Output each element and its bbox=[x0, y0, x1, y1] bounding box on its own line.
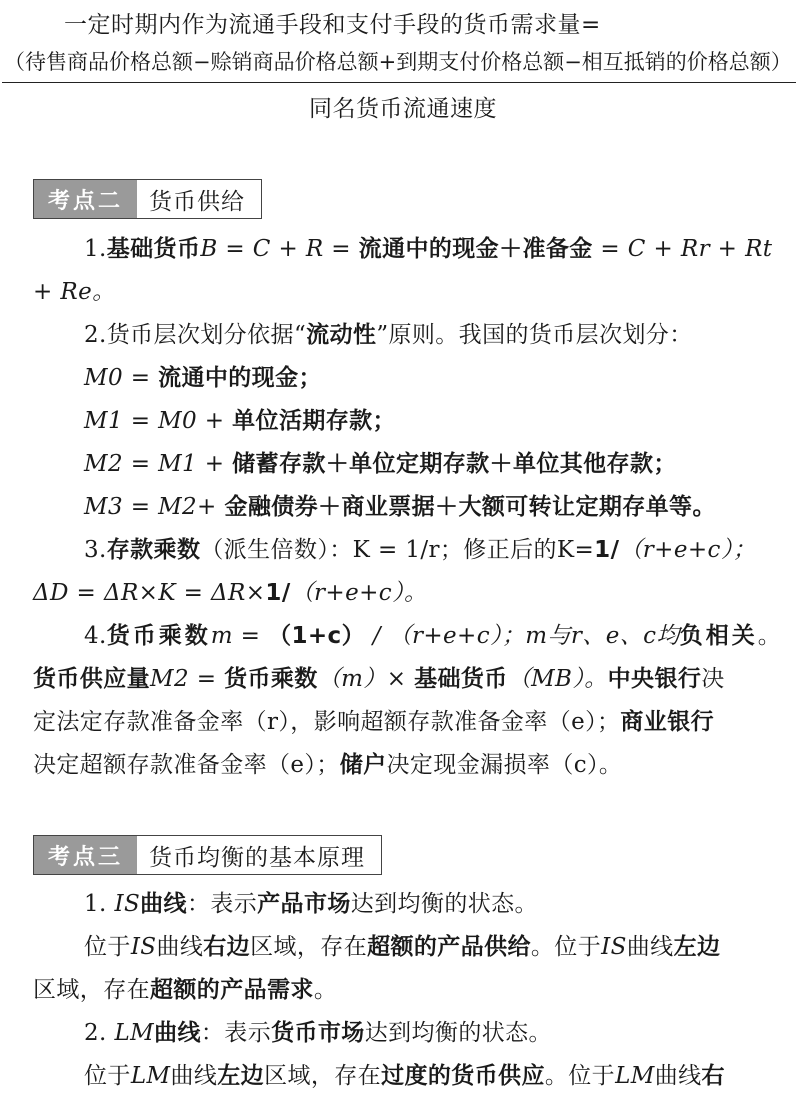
paragraph-deposit-multiplier-cont: ΔD = ΔR×K = ΔR×1/（r+e+c）。 bbox=[33, 580, 428, 606]
paragraph-money-levels: 2.货币层次划分依据“流动性”原则。我国的货币层次划分： bbox=[84, 322, 693, 348]
line-m1: M1 = M0 + 单位活期存款； bbox=[84, 408, 396, 434]
paragraph-is-curve: 1. IS曲线：表示产品市场达到均衡的状态。 bbox=[84, 891, 538, 917]
paragraph-lm-curve: 2. LM曲线：表示货币市场达到均衡的状态。 bbox=[84, 1020, 552, 1046]
line-m2: M2 = M1 + 储蓄存款＋单位定期存款＋单位其他存款； bbox=[84, 451, 677, 477]
formula-denominator: 同名货币流通速度 bbox=[309, 96, 497, 122]
section-title: 货币供给 bbox=[137, 180, 261, 218]
paragraph-base-money-cont: + Re。 bbox=[33, 279, 116, 305]
section-tag: 考点三 bbox=[34, 836, 137, 874]
line-m0: M0 = 流通中的现金； bbox=[84, 365, 322, 391]
paragraph-commercial-bank: 决定超额存款准备金率（e）；储户决定现金漏损率（c）。 bbox=[33, 752, 623, 778]
formula-numerator: （待售商品价格总额−赊销商品价格总额+到期支付价格总额−相互抵销的价格总额） bbox=[4, 50, 792, 74]
fraction-bar bbox=[2, 82, 796, 83]
section-title: 货币均衡的基本原理 bbox=[137, 836, 381, 874]
paragraph-is-regions: 位于IS曲线右边区域，存在超额的产品供给。位于IS曲线左边 bbox=[84, 934, 721, 960]
paragraph-is-regions-cont: 区域，存在超额的产品需求。 bbox=[33, 977, 338, 1003]
paragraph-money-multiplier: 4.货币乘数m = （1+c） / （r+e+c）；m与r、e、c均负相关。 bbox=[84, 623, 782, 649]
paragraph-base-money: 1.基础货币B = C + R = 流通中的现金＋准备金 = C + Rr + Rt bbox=[84, 236, 773, 262]
paragraph-money-supply-m2: 货币供应量M2 = 货币乘数（m）× 基础货币（MB）。中央银行决 bbox=[33, 666, 725, 692]
section-tag: 考点二 bbox=[34, 180, 137, 218]
paragraph-deposit-multiplier: 3.存款乘数（派生倍数）：K = 1/r；修正后的K=1/（r+e+c）； bbox=[84, 537, 757, 563]
paragraph-central-bank: 定法定存款准备金率（r），影响超额存款准备金率（e）；商业银行 bbox=[33, 709, 715, 735]
paragraph-lm-regions: 位于LM曲线左边区域，存在过度的货币供应。位于LM曲线右 bbox=[84, 1063, 725, 1089]
section-header-money-equilibrium bbox=[33, 835, 382, 875]
formula-lhs: 一定时期内作为流通手段和支付手段的货币需求量= bbox=[64, 12, 601, 38]
section-header-money-supply bbox=[33, 179, 262, 219]
line-m3: M3 = M2+ 金融债券＋商业票据＋大额可转让定期存单等。 bbox=[84, 494, 716, 520]
